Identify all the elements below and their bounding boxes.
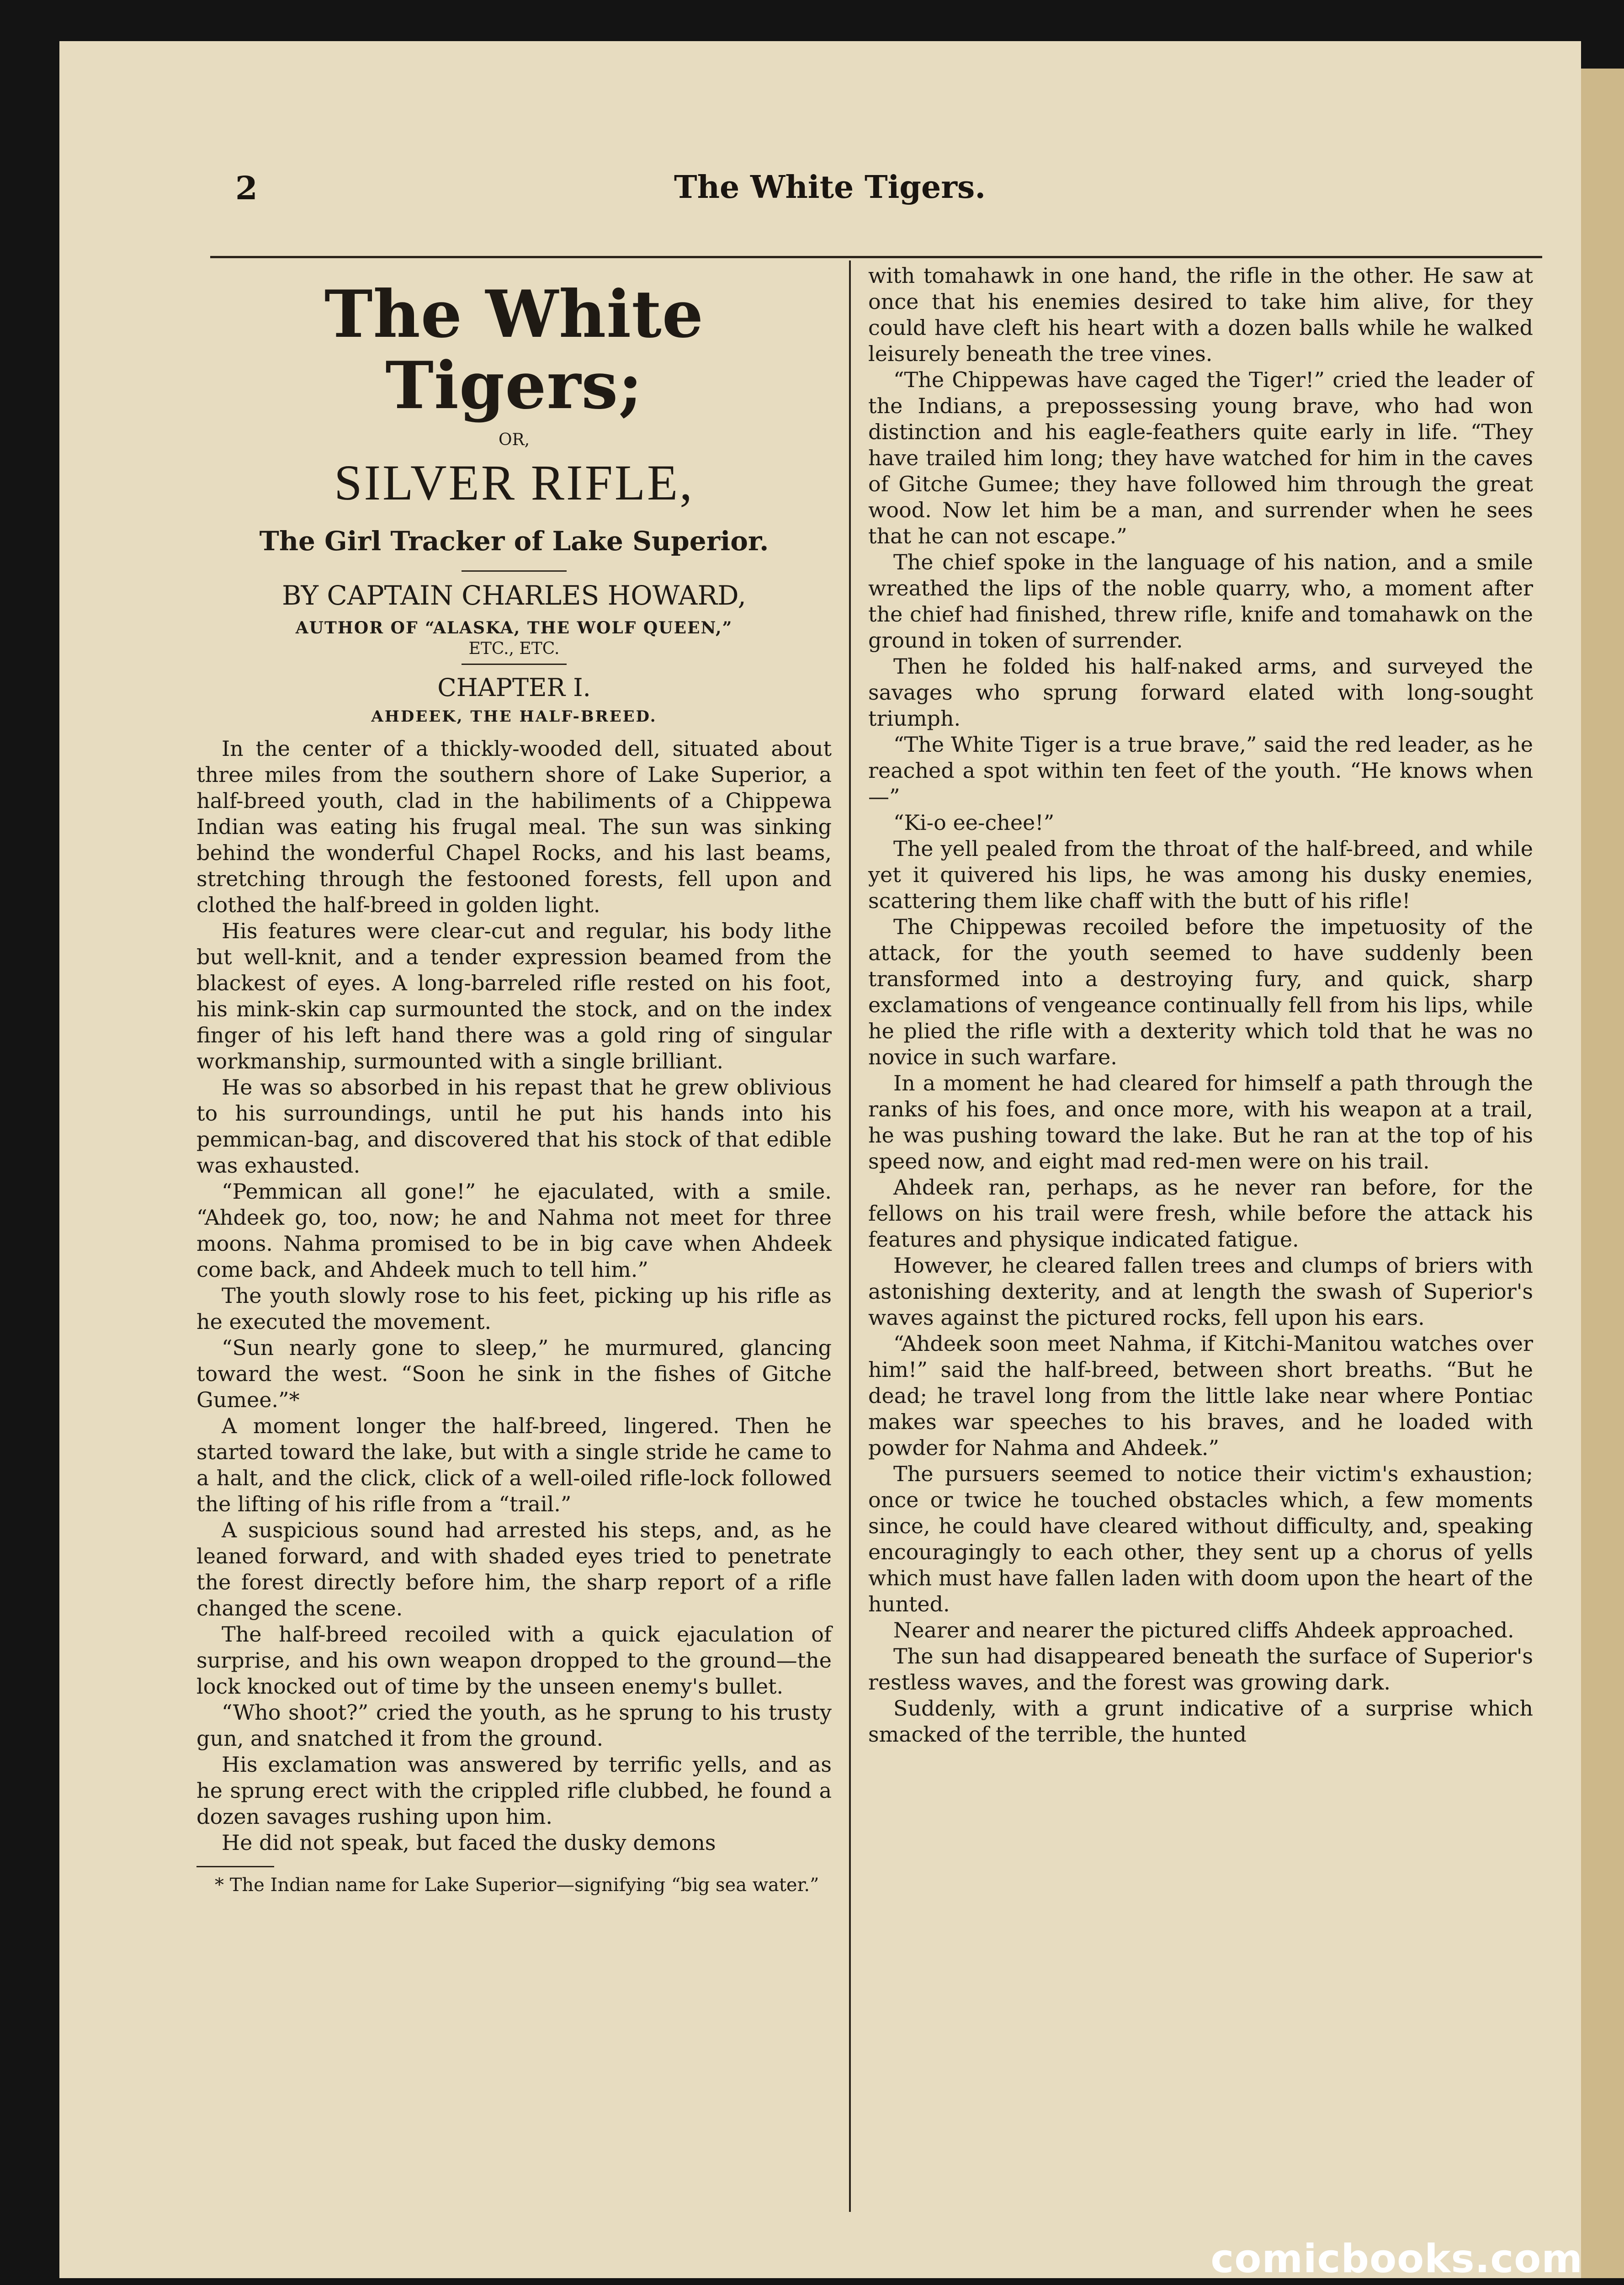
byline: BY CAPTAIN CHARLES HOWARD, xyxy=(282,580,746,611)
story-subtitle: SILVER RIFLE, xyxy=(334,455,694,511)
paragraph: A suspicious sound had arrested his steps, and, as he leaned forward, and with shaded eyes tried to penetrate the forest directly before him, the sharp report of a rifle changed the scene. xyxy=(196,1518,832,1621)
story-subsubtitle: The Girl Tracker of Lake Superior. xyxy=(259,526,769,557)
title-rule xyxy=(462,570,567,572)
paragraph: In a moment he had cleared for himself a path through the ranks of his foes, and once more, with his weapon at a trail, he was pushing toward the lake. But he ran at the top of his speed now, and eight mad red-men were on his trail. xyxy=(868,1071,1533,1174)
paragraph: “The White Tiger is a true brave,” said the red leader, as he reached a spot within ten feet of the youth. “He knows when—” xyxy=(868,732,1533,809)
paragraph: The half-breed recoiled with a quick ejaculation of surprise, and his own weapon dropped to the ground—the lock knocked out of time by the unseen enemy's bullet. xyxy=(196,1622,832,1699)
paragraph: “Sun nearly gone to sleep,” he murmured, glancing toward the west. “Soon he sink in the fishes of Gitche Gumee.”* xyxy=(196,1335,832,1413)
right-body xyxy=(868,263,1533,1748)
paragraph: Suddenly, with a grunt indicative of a surprise which smacked of the terrible, the hunted xyxy=(868,1696,1533,1747)
paragraph: His features were clear-cut and regular, his body lithe but well-knit, and a tender expression beamed from the blackest of eyes. A long-barreled rifle rested on his foot, his mink-skin cap surmounted the stock, and on the index finger of his left hand there was a gold ring of singular workmanship, surmounted with a single brilliant. xyxy=(196,919,832,1074)
title-or: OR, xyxy=(498,430,530,450)
paragraph: “Ki-o ee-chee!” xyxy=(893,810,1055,835)
paragraph: A moment longer the half-breed, lingered. Then he started toward the lake, but with a single stride he came to a halt, and the click, click of a well-oiled rifle-lock followed the lifting of his rifle from a “trail.” xyxy=(196,1414,832,1517)
paragraph: Nearer and nearer the pictured cliffs Ahdeek approached. xyxy=(893,1618,1514,1642)
left-body xyxy=(196,736,832,1856)
footnote-rule xyxy=(196,1866,274,1867)
paragraph: with tomahawk in one hand, the rifle in the other. He saw at once that his enemies desired to take him alive, for they could have cleft his heart with a dozen balls while he walked leisurely beneath the tree vines. xyxy=(868,263,1533,366)
author-of: AUTHOR OF “ALASKA, THE WOLF QUEEN,” xyxy=(295,618,733,638)
paragraph: However, he cleared fallen trees and clumps of briers with astonishing dexterity, and at length the swash of Superior's waves against the pictured rocks, fell upon his ears. xyxy=(868,1253,1533,1330)
chapter-heading: CHAPTER I. xyxy=(437,673,591,702)
paragraph: He was so absorbed in his repast that he grew oblivious to his surroundings, until he put his hands into his pemmican-bag, and discovered that his stock of that edible was exhausted. xyxy=(196,1075,832,1178)
magazine-page xyxy=(59,41,1581,2278)
paragraph: The chief spoke in the language of his nation, and a smile wreathed the lips of the noble quarry, who, a moment after the chief had finished, threw rifle, knife and tomahawk on the ground in token of surrender. xyxy=(868,550,1533,653)
page-number: 2 xyxy=(235,169,258,207)
header-rule xyxy=(210,256,1542,258)
running-head: The White Tigers. xyxy=(674,169,986,206)
author-etc: ETC., ETC. xyxy=(468,639,560,659)
paragraph: “Pemmican all gone!” he ejaculated, with a smile. “Ahdeek go, too, now; he and Nahma not meet for three moons. Nahma promised to be in big cave when Ahdeek come back, and Ahdeek much to tell him.” xyxy=(196,1179,832,1282)
paragraph: The sun had disappeared beneath the surface of Superior's restless waves, and the forest was growing dark. xyxy=(868,1644,1533,1695)
paragraph: His exclamation was answered by terrific yells, and as he sprung erect with the crippled rifle clubbed, he found a dozen savages rushing upon him. xyxy=(196,1752,832,1829)
page-header xyxy=(59,169,1581,238)
chapter-title: AHDEEK, THE HALF-BREED. xyxy=(371,707,657,726)
paragraph: “Ahdeek soon meet Nahma, if Kitchi-Manitou watches over him!” said the half-breed, between short breaths. “But he dead; he travel long from the little lake near where Pontiac makes war speeches to his braves, and he loaded with powder for Nahma and Ahdeek.” xyxy=(868,1331,1533,1460)
paragraph: “Who shoot?” cried the youth, as he sprung to his trusty gun, and snatched it from the ground. xyxy=(196,1700,832,1751)
chapter-rule xyxy=(462,664,567,665)
right-column xyxy=(868,263,1533,1748)
column-divider xyxy=(849,260,851,2212)
paragraph: “The Chippewas have caged the Tiger!” cried the leader of the Indians, a prepossessing young brave, who had won distinction and his eagle-feathers quite early in life. “They have trailed him long; they have watched for him in the caves of Gitche Gumee; they have followed him through the great wood. Now let him be a man, and surrender when he sees that he can not escape.” xyxy=(868,367,1533,548)
paragraph: He did not speak, but faced the dusky demons xyxy=(222,1830,716,1855)
story-title: The White Tigers; xyxy=(324,276,704,424)
paragraph: The pursuers seemed to notice their victim's exhaustion; once or twice he touched obstacles which, a few moments since, he could have cleared without difficulty, and, speaking encouragingly to each other, they sent up a chorus of yells which must have fallen laden with doom upon the heart of the hunted. xyxy=(868,1461,1533,1616)
paragraph: Ahdeek ran, perhaps, as he never ran before, for the fellows on his trail were fresh, while before the attack his features and physique indicated fatigue. xyxy=(868,1175,1533,1252)
paragraph: The youth slowly rose to his feet, picking up his rifle as he executed the movement. xyxy=(196,1283,832,1334)
paragraph: The Chippewas recoiled before the impetuosity of the attack, for the youth seemed to have suddenly been transformed into a destroying fury, and quick, sharp exclamations of vengeance continually fell from his lips, while he plied the rifle with a dexterity which told that he was no novice in such warfare. xyxy=(868,914,1533,1069)
paragraph: Then he folded his half-naked arms, and surveyed the savages who sprung forward elated with long-sought triumph. xyxy=(868,654,1533,731)
paragraph: In the center of a thickly-wooded dell, situated about three miles from the southern shore of Lake Superior, a half-breed youth, clad in the habiliments of a Chippewa Indian was eating his frugal meal. The sun was sinking behind the wonderful Chapel Rocks, and his last beams, stretching through the festooned forests, fell upon and clothed the half-breed in golden light. xyxy=(196,736,832,918)
left-column xyxy=(196,276,832,1897)
paragraph: The yell pealed from the throat of the half-breed, and while yet it quivered his lips, he was among his dusky enemies, scattering them like chaff with the butt of his rifle! xyxy=(868,836,1533,913)
footnote: * The Indian name for Lake Superior—signifying “big sea water.” xyxy=(215,1875,819,1896)
watermark: comicbooks.com xyxy=(1210,2236,1583,2282)
adjacent-page-edge xyxy=(1581,69,1624,2278)
